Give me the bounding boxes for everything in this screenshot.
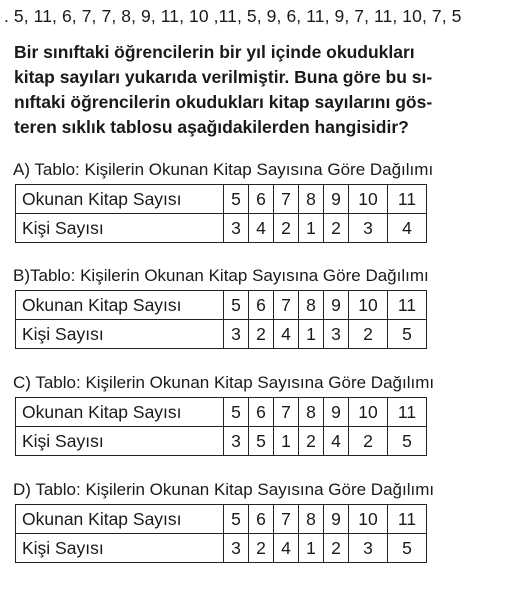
people-row-label: Kişi Sayısı <box>16 427 224 456</box>
option-c-title: C) Tablo: Kişilerin Okunan Kitap Sayısına Göre Dağılımı <box>13 373 435 392</box>
people-cell: 2 <box>324 534 349 563</box>
books-cell: 5 <box>224 505 249 534</box>
people-row <box>16 320 427 349</box>
books-cell: 5 <box>224 398 249 427</box>
people-cell: 1 <box>299 534 324 563</box>
people-cell: 2 <box>249 320 274 349</box>
people-cell: 4 <box>274 320 299 349</box>
people-row <box>16 427 427 456</box>
question-line: nıftaki öğrencilerin okudukları kitap sayılarını gös- <box>14 92 433 112</box>
books-cell: 8 <box>299 505 324 534</box>
people-row <box>16 534 427 563</box>
people-cell: 2 <box>324 214 349 243</box>
data-sequence: . 5, 11, 6, 7, 7, 8, 9, 11, 10 ,11, 5, 9, 6, 11, 9, 7, 11, 10, 7, 5 <box>4 6 462 26</box>
books-cell: 9 <box>324 398 349 427</box>
people-row-label: Kişi Sayısı <box>16 320 224 349</box>
books-row <box>16 185 427 214</box>
people-cell: 2 <box>299 427 324 456</box>
books-cell: 8 <box>299 398 324 427</box>
people-cell: 3 <box>224 534 249 563</box>
books-cell: 9 <box>324 291 349 320</box>
people-cell: 2 <box>249 534 274 563</box>
question-line: teren sıklık tablosu aşağıdakilerden hangisidir? <box>14 117 409 137</box>
option-b-title: B)Tablo: Kişilerin Okunan Kitap Sayısına Göre Dağılımı <box>13 266 429 285</box>
people-cell: 5 <box>388 427 427 456</box>
books-row-label: Okunan Kitap Sayısı <box>16 291 224 320</box>
books-cell: 6 <box>249 505 274 534</box>
books-cell: 11 <box>388 505 427 534</box>
people-cell: 2 <box>349 320 388 349</box>
people-cell: 3 <box>324 320 349 349</box>
option-a-title: A) Tablo: Kişilerin Okunan Kitap Sayısına Göre Dağılımı <box>13 160 434 179</box>
books-cell: 5 <box>224 291 249 320</box>
books-cell: 9 <box>324 185 349 214</box>
books-cell: 10 <box>349 291 388 320</box>
people-cell: 5 <box>388 320 427 349</box>
books-row-label: Okunan Kitap Sayısı <box>16 398 224 427</box>
question-line: kitap sayıları yukarıda verilmiştir. Buna göre bu sı- <box>14 67 433 87</box>
books-cell: 6 <box>249 398 274 427</box>
people-cell: 1 <box>299 320 324 349</box>
books-cell: 6 <box>249 185 274 214</box>
people-cell: 3 <box>224 320 249 349</box>
people-cell: 5 <box>388 534 427 563</box>
people-cell: 4 <box>324 427 349 456</box>
people-cell: 4 <box>274 534 299 563</box>
books-cell: 6 <box>249 291 274 320</box>
books-cell: 10 <box>349 398 388 427</box>
option-d-title: D) Tablo: Kişilerin Okunan Kitap Sayısına Göre Dağılımı <box>13 480 435 499</box>
people-cell: 2 <box>274 214 299 243</box>
people-cell: 4 <box>388 214 427 243</box>
option-c-table <box>15 397 427 456</box>
books-cell: 7 <box>274 505 299 534</box>
people-cell: 3 <box>349 534 388 563</box>
question-line: Bir sınıftaki öğrencilerin bir yıl içinde okudukları <box>14 42 415 62</box>
people-row <box>16 214 427 243</box>
people-cell: 1 <box>299 214 324 243</box>
question-text <box>14 40 509 140</box>
books-cell: 7 <box>274 398 299 427</box>
books-row <box>16 291 427 320</box>
people-row-label: Kişi Sayısı <box>16 534 224 563</box>
option-a-table <box>15 184 427 243</box>
books-row-label: Okunan Kitap Sayısı <box>16 505 224 534</box>
people-cell: 3 <box>224 214 249 243</box>
books-row <box>16 398 427 427</box>
option-d-table <box>15 504 427 563</box>
people-row-label: Kişi Sayısı <box>16 214 224 243</box>
people-cell: 3 <box>224 427 249 456</box>
people-cell: 5 <box>249 427 274 456</box>
books-cell: 8 <box>299 185 324 214</box>
books-cell: 7 <box>274 185 299 214</box>
books-row <box>16 505 427 534</box>
people-cell: 3 <box>349 214 388 243</box>
books-cell: 7 <box>274 291 299 320</box>
books-row-label: Okunan Kitap Sayısı <box>16 185 224 214</box>
books-cell: 11 <box>388 398 427 427</box>
books-cell: 9 <box>324 505 349 534</box>
people-cell: 4 <box>249 214 274 243</box>
people-cell: 1 <box>274 427 299 456</box>
books-cell: 5 <box>224 185 249 214</box>
books-cell: 8 <box>299 291 324 320</box>
books-cell: 11 <box>388 291 427 320</box>
option-b-table <box>15 290 427 349</box>
books-cell: 11 <box>388 185 427 214</box>
people-cell: 2 <box>349 427 388 456</box>
books-cell: 10 <box>349 505 388 534</box>
books-cell: 10 <box>349 185 388 214</box>
